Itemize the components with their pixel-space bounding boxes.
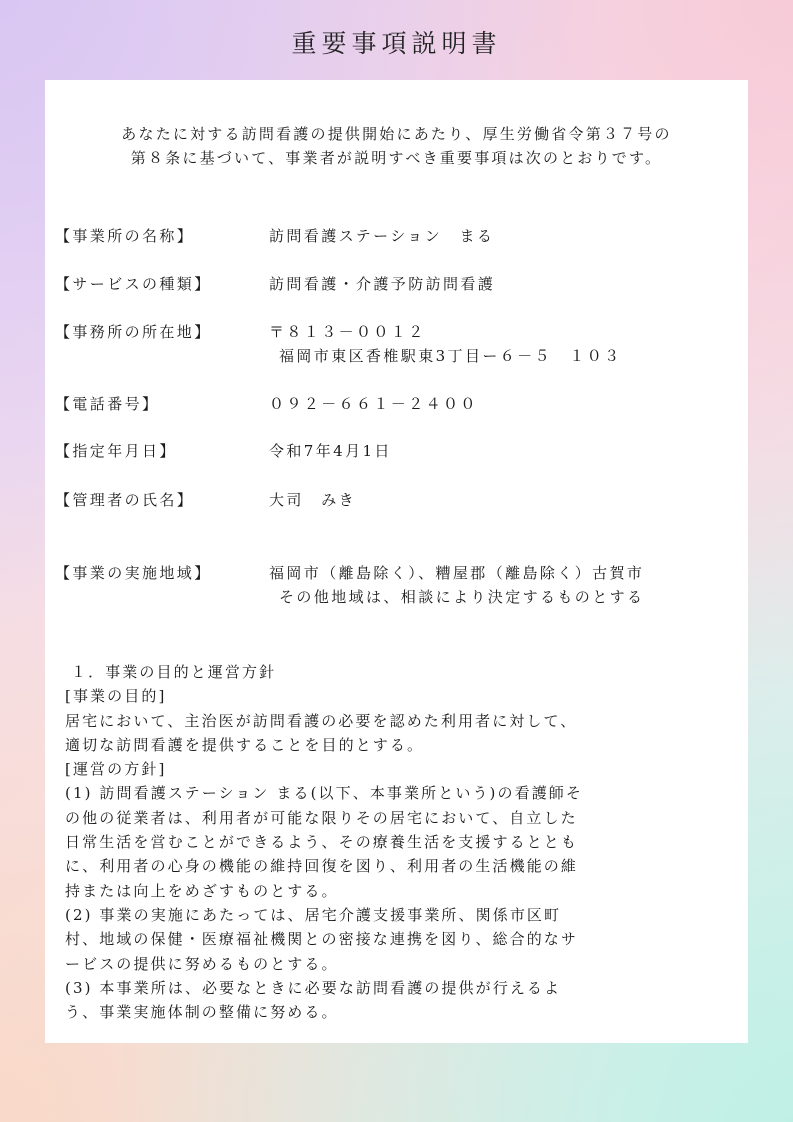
item-value: 訪問看護ステーション まる [269,227,495,245]
section-heading: １．事業の目的と運営方針 [71,663,277,681]
item-value: 福岡市（離島除く）、糟屋郡（離島除く）古賀市 [269,564,645,582]
policy-line: に、利用者の心身の機能の維持回復を図り、利用者の生活機能の維 [65,857,579,876]
postal-code: 〒８１３－００１２ [269,323,426,341]
item-value: 訪問看護・介護予防訪問看護 [269,275,496,293]
section-purpose-and-policy [65,660,735,1024]
policy-line: の他の従業者は、利用者が可能な限りその居宅において、自立した [65,808,578,827]
policy-label: [運営の方針] [65,760,167,779]
phone-value: ０９２－６６１－２４００ [269,395,478,413]
policy-line: 日常生活を営むことができるよう、その療養生活を支援するととも [65,833,579,852]
document-title: 重要事項説明書 [291,29,502,58]
item-value: 令和7年4月1日 [269,442,392,460]
purpose-line: 適切な訪問看護を提供することを目的とする。 [65,735,425,754]
item-label: 【指定年月日】 [55,442,177,460]
policy-line: ービスの提供に努めるものとする。 [65,954,339,973]
purpose-label: [事業の目的] [65,687,167,706]
address-line: 福岡市東区香椎駅東3丁目ー６－５ １０３ [279,347,622,365]
policy-line: (2) 事業の実施にあたっては、居宅介護支援事業所、関係市区町 [65,905,562,924]
policy-line: 村、地域の保健・医療福祉機関との密接な連携を図り、総合的なサ [65,930,579,949]
item-label: 【事業所の名称】 [55,227,195,245]
item-value-continued: その他地域は、相談により決定するものとする [279,588,645,606]
intro-line-1: あなたに対する訪問看護の提供開始にあたり、厚生労働省令第３７号の [121,125,672,143]
item-label: 【事務所の所在地】 [55,323,212,341]
item-label: 【事業の実施地域】 [55,564,212,582]
purpose-line: 居宅において、主治医が訪問看護の必要を認めた利用者に対して、 [65,711,578,730]
document-paper [45,80,748,1043]
intro-line-2: 第８条に基づいて、事業者が説明すべき重要事項は次のとおりです。 [130,149,663,167]
policy-line: (1) 訪問看護ステーション まる(以下、本事業所という)の看護師そ [65,784,583,803]
item-label: 【サービスの種類】 [55,275,212,293]
policy-line: 持または向上をめざすものとする。 [65,881,339,900]
item-value: 大司 みき [269,491,357,509]
item-label: 【電話番号】 [55,395,160,413]
policy-line: (3) 本事業所は、必要なときに必要な訪問看護の提供が行えるよ [65,978,562,997]
item-label: 【管理者の氏名】 [55,491,195,509]
policy-line: う、事業実施体制の整備に努める。 [65,1003,339,1022]
intro-paragraph [45,122,748,170]
